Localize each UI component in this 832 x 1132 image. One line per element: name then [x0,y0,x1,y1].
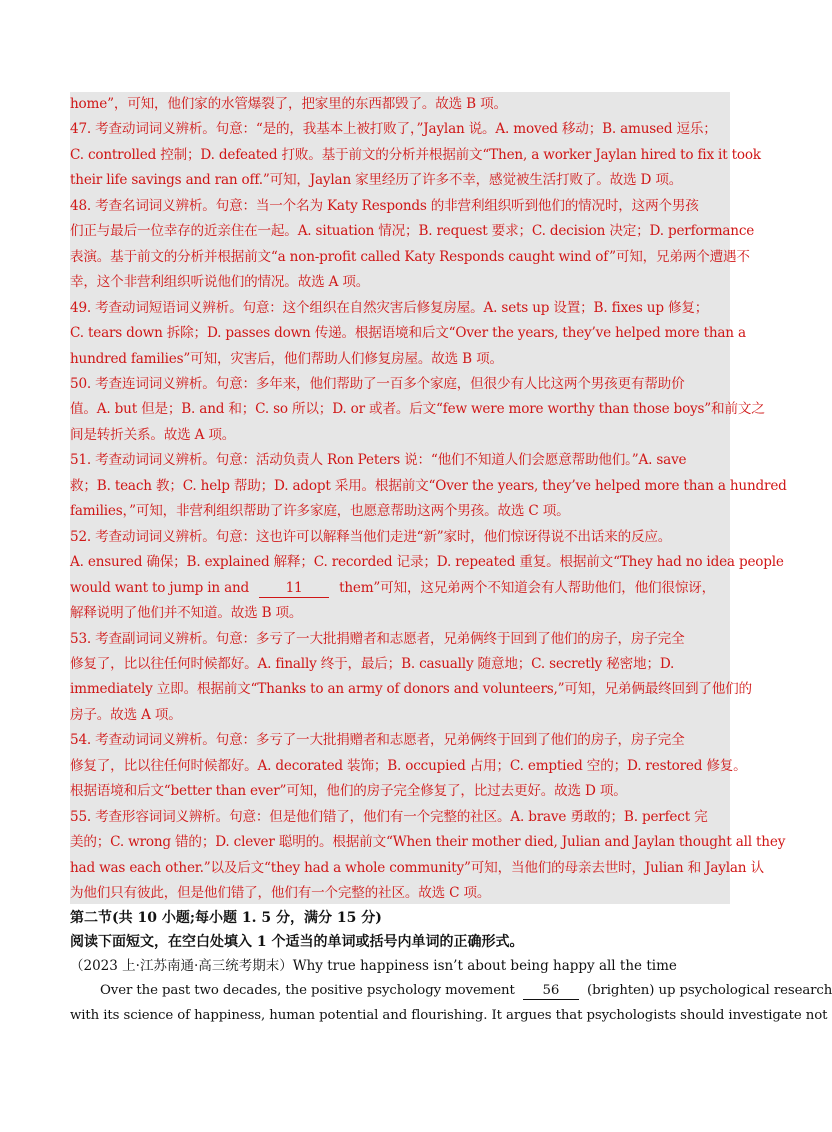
answer-line: 50. 考查连词词义辨析。句意：多年来，他们帮助了一百多个家庭，但很少有人比这两个男孩更有帮助价 [70,375,685,392]
answer-line: 55. 考查形容词词义辨析。句意：但是他们错了，他们有一个完整的社区。A. brave 勇敢的；B. perfect 完 [70,808,708,825]
section-heading: 第二节(共 10 小题;每小题 1. 5 分，满分 15 分) [70,910,382,926]
answer-line: 47. 考查动词词义辨析。句意：“是的，我基本上被打败了，”Jaylan 说。A. moved 移动；B. amused 逗乐； [70,121,717,138]
answer-line: 间是转折关系。故选 A 项。 [70,426,236,443]
blank-56: 56 [523,982,579,1000]
passage-line: with its science of happiness, human potential and flourishing. It argues that psychologists should investigate not [70,1008,828,1023]
answer-line: 表演。基于前文的分析并根据前文“a non-profit called Katy Responds caught wind of”可知，兄弟两个遭遇不 [70,248,750,265]
section-instruction: 阅读下面短文，在空白处填入 1 个适当的单词或括号内单词的正确形式。 [70,934,524,950]
answer-line: 美的；C. wrong 错的；D. clever 聪明的。根据前文“When their mother died, Julian and Jaylan thought all they [70,834,786,851]
answer-line-with-gap [70,576,730,601]
answer-line: 们正与最后一位幸存的近亲住在一起。A. situation 情况；B. request 要求；C. decision 决定；D. performance [70,223,755,240]
answer-line: 48. 考查名词词义辨析。句意：当一个名为 Katy Responds 的非营利组织听到他们的情况时，这两个男孩 [70,197,699,214]
answer-line: C. tears down 拆除；D. passes down 传递。根据语境和后文“Over the years, they’ve helped more than a [70,325,746,342]
answer-line: 53. 考查副词词义辨析。句意：多亏了一大批捐赠者和志愿者，兄弟俩终于回到了他们的房子，房子完全 [70,630,685,647]
section-two [70,906,832,1028]
answer-line: A. ensured 确保；B. explained 解释；C. recorded 记录；D. repeated 重复。根据前文“They had no idea people [70,554,784,571]
answer-line: 房子。故选 A 项。 [70,706,182,723]
answer-line: 为他们只有彼此，但是他们错了，他们有一个完整的社区。故选 C 项。 [70,885,491,902]
passage-source-title: （2023 上·江苏南通·高三统考期末）Why true happiness isn’t about being happy all the time [70,958,677,974]
answer-text: them”可知，这兄弟两个不知道会有人帮助他们，他们很惊讶， [339,579,716,596]
answer-line: their life savings and ran off.”可知，Jaylan 家里经历了许多不幸，感觉被生活打败了。故选 D 项。 [70,172,683,189]
passage-line [70,978,832,1003]
answer-text: would want to jump in and [70,579,250,596]
blank-11: 11 [259,579,329,598]
answer-line: had was each other.”以及后文“they had a whole community”可知，当他们的母亲去世时，Julian 和 Jaylan 认 [70,859,764,876]
answer-line: 救；B. teach 教；C. help 帮助；D. adopt 采用。根据前文“Over the years, they’ve helped more than a hundred [70,477,787,494]
passage-text: (brighten) up psychological research [587,983,832,998]
answer-line: 52. 考查动词词义辨析。句意：这也许可以解释当他们走进“新”家时，他们惊讶得说不出话来的反应。 [70,528,672,545]
answer-line: 值。A. but 但是；B. and 和；C. so 所以；D. or 或者。后文“few were more worthy than those boys”和前文之 [70,401,765,418]
answer-line: C. controlled 控制；D. defeated 打败。基于前文的分析并根据前文“Then, a worker Jaylan hired to fix it took [70,146,761,163]
answer-line: 54. 考查动词词义辨析。句意：多亏了一大批捐赠者和志愿者，兄弟俩终于回到了他们的房子，房子完全 [70,732,685,749]
answer-line: 根据语境和后文“better than ever”可知，他们的房子完全修复了，比过去更好。故选 D 项。 [70,783,627,800]
answer-line: 修复了，比以往任何时候都好。A. finally 终于，最后；B. casually 随意地；C. secretly 秘密地；D. [70,655,675,672]
answer-line: 解释说明了他们并不知道。故选 B 项。 [70,605,303,622]
answer-line: hundred families”可知，灾害后，他们帮助人们修复房屋。故选 B 项。 [70,350,503,367]
answer-line: 49. 考查动词短语词义辨析。句意：这个组织在自然灾害后修复房屋。A. sets up 设置；B. fixes up 修复； [70,299,709,316]
answer-explanations [70,92,787,904]
answer-line: 51. 考查动词词义辨析。句意：活动负责人 Ron Peters 说：“他们不知道人们会愿意帮助他们。”A. save [70,452,687,469]
answer-line: home”，可知，他们家的水管爆裂了，把家里的东西都毁了。故选 B 项。 [70,96,507,112]
answer-line: 修复了，比以往任何时候都好。A. decorated 装饰；B. occupied 占用；C. emptied 空的；D. restored 修复。 [70,757,747,774]
answer-line: families，”可知，非营利组织帮助了许多家庭，也愿意帮助这两个男孩。故选 C 项。 [70,503,570,520]
answer-line: immediately 立即。根据前文“Thanks to an army of donors and volunteers,”可知，兄弟俩最终回到了他们的 [70,681,752,698]
answer-line: 幸，这个非营利组织听说他们的情况。故选 A 项。 [70,274,370,291]
passage-text: Over the past two decades, the positive psychology movement [100,983,515,998]
